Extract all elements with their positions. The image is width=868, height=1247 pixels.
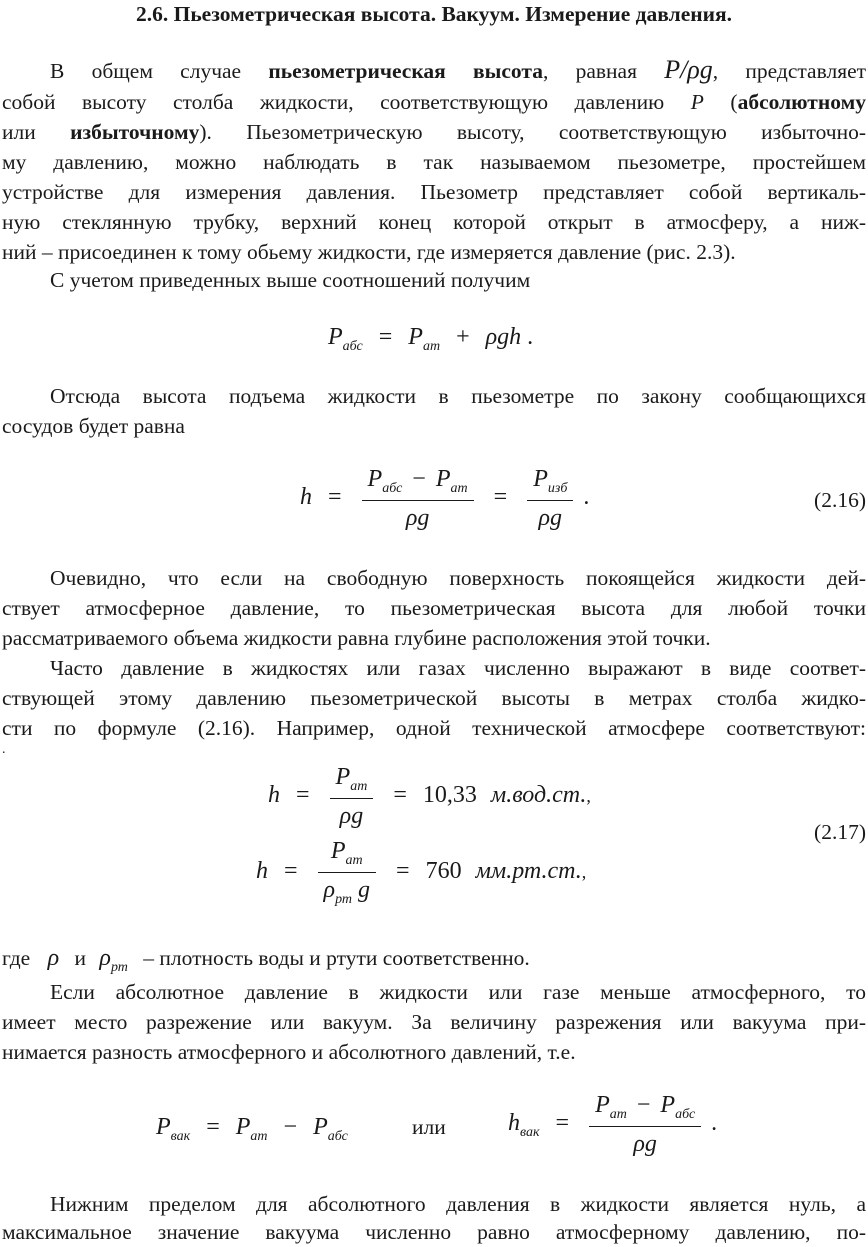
bold-term: абсолютному xyxy=(737,90,866,114)
equation-number: (2.16) xyxy=(814,488,866,512)
paragraph-line: Отсюда высота подъема жидкости в пьезометре по закону сообщающихся xyxy=(50,384,866,408)
fraction: $\frac{P_{ат}}{\rho g}$ xyxy=(330,762,374,831)
equation-vacuum-height: $h_{вак}$ = $\frac{P_{ат} - P_{абс}}{\rho g}$ . xyxy=(508,1092,718,1157)
paragraph-line: ствующей этому давлению пьезометрической высоты в метрах столба жидко- xyxy=(2,686,866,710)
paragraph-line: или избыточному). Пьезометрическую высоту, соответствующую избыточно- xyxy=(2,120,867,144)
fraction: $\frac{P_{ат}}{\rho_{рт} g}$ xyxy=(318,836,376,909)
fraction: $\frac{P_{изб}}{\rho g}$ xyxy=(527,464,573,533)
equation-2-17-mercury: h = $\frac{P_{ат}}{\rho_{рт} g}$ = 760 мм.рт.ст., xyxy=(256,838,587,907)
word-or: или xyxy=(412,1115,446,1139)
paragraph-line: максимальное значение вакуума численно равно атмосферному давлению, по- xyxy=(2,1220,866,1244)
paragraph-line: сосудов будет равна xyxy=(2,414,185,438)
equation-absolute-pressure: $P_{абс} = P_{ат} + \rho gh$ . xyxy=(328,324,534,354)
bold-term: пьезометрическая высота xyxy=(268,59,543,83)
paragraph-line: собой высоту столба жидкости, соответствующую давлению P (абсолютному xyxy=(2,90,866,114)
paragraph-line: С учетом приведенных выше соотношений получим xyxy=(50,268,531,292)
paragraph-line: рассматриваемого объема жидкости равна глубине расположения этой точки. xyxy=(2,626,711,650)
paragraph-line: Очевидно, что если на свободную поверхность покоящейся жидкости дей- xyxy=(50,566,866,590)
paragraph-line: ний – присоединен к тому обьему жидкости, где измеряется давление (рис. 2.3). xyxy=(2,240,736,264)
bold-term: избыточному xyxy=(70,120,200,144)
equation-vacuum-pressure: $P_{вак} = P_{ат} - P_{абс}$ xyxy=(156,1114,348,1144)
paragraph-line: нимается разность атмосферного и абсолютного давлений, т.е. xyxy=(2,1040,576,1064)
fraction: $\frac{P_{ат} - P_{абс}}{\rho g}$ xyxy=(589,1090,701,1159)
paragraph-line: ствует атмосферное давление, то пьезометрическая высота для любой точки xyxy=(2,596,866,620)
fraction: $\frac{P_{абс} - P_{ат}}{\rho g}$ xyxy=(362,464,474,533)
paragraph-line: Нижним пределом для абсолютного давления в жидкости является нуль, а xyxy=(50,1192,866,1216)
paragraph-line: имеет место разрежение или вакуум. За величину разрежения или вакуума при- xyxy=(2,1010,866,1034)
stray-dot: . xyxy=(2,742,6,757)
equation-2-16: h = $\frac{P_{абс} - P_{ат}}{\rho g}$ = $\frac{P_{изб}}{\rho g}$ . xyxy=(300,466,590,531)
paragraph-line: ную стеклянную трубку, верхний конец которой открыт в атмосферу, а ниж- xyxy=(2,210,866,234)
paragraph-line: Если абсолютное давление в жидкости или газе меньше атмосферного, то xyxy=(50,980,866,1004)
paragraph-line: Часто давление в жидкостях или газах численно выражают в виде соответ- xyxy=(50,656,866,680)
equation-2-17-water: h = $\frac{P_{ат}}{\rho g}$ = 10,33 м.вод.ст., xyxy=(268,764,591,829)
section-title: 2.6. Пьезометрическая высота. Вакуум. Измерение давления. xyxy=(135,2,733,26)
equation-number: (2.17) xyxy=(814,820,866,844)
paragraph-line: где ρ и $\rho_{рт}$ – плотность воды и ртути соответственно. xyxy=(2,945,530,975)
inline-formula: P/ρg xyxy=(664,55,713,84)
paragraph-line: В общем случае пьезометрическая высота, равная P/ρg, представляет xyxy=(50,55,867,84)
paragraph-line: сти по формуле (2.16). Например, одной технической атмосфере соответствуют: xyxy=(2,716,866,740)
paragraph-line: устройстве для измерения давления. Пьезометр представляет собой вертикаль- xyxy=(2,180,866,204)
paragraph-line: му давлению, можно наблюдать в так называемом пьезометре, простейшем xyxy=(2,150,866,174)
